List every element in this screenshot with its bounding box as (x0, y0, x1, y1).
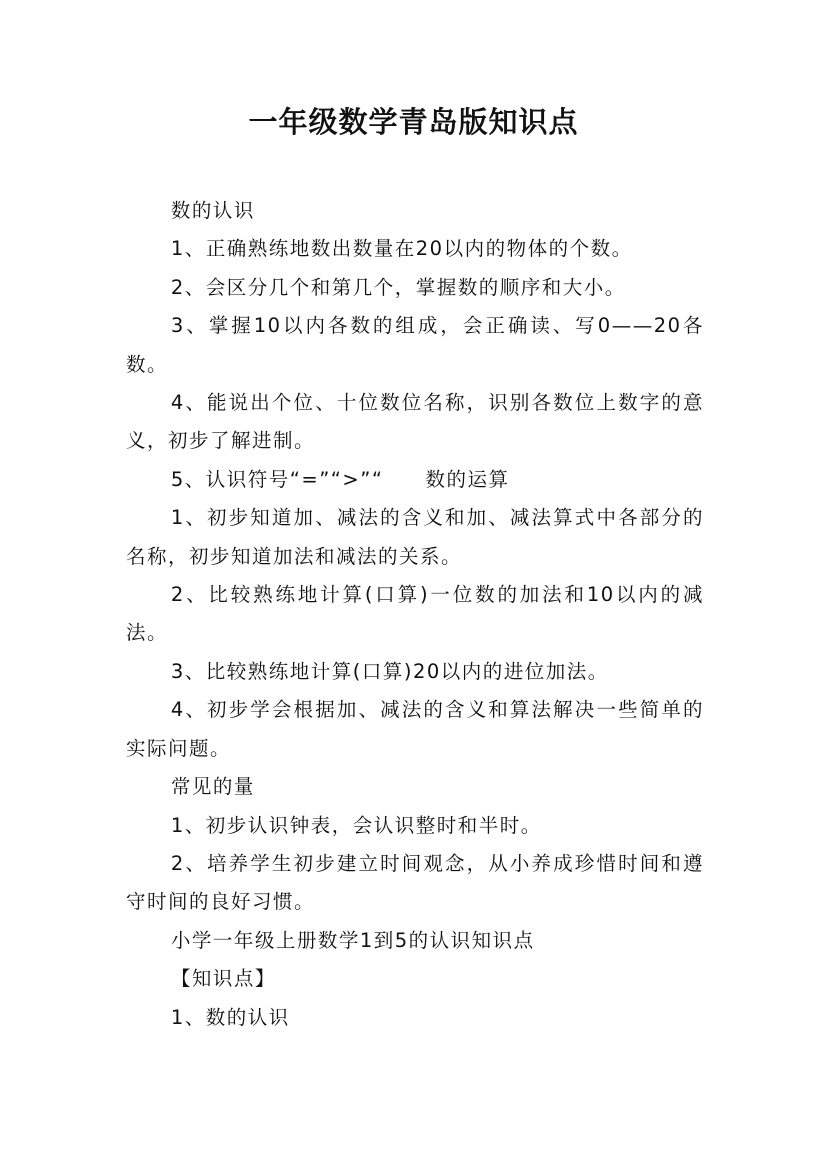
paragraph: 4、初步学会根据加、减法的含义和算法解决一些简单的实际问题。 (126, 698, 704, 760)
heading-grade-one-topic: 小学一年级上册数学1到5的认识知识点 (170, 928, 535, 952)
paragraph: 1、初步认识钟表，会认识整时和半时。 (170, 813, 542, 837)
paragraph: 1、初步知道加、减法的含义和加、减法算式中各部分的名称，初步知道加法和减法的关系。 (126, 506, 704, 568)
paragraph: 2、培养学生初步建立时间观念，从小养成珍惜时间和遵守时间的良好习惯。 (126, 851, 704, 914)
heading-common-quantities: 常见的量 (170, 775, 255, 799)
paragraph: 2、会区分几个和第几个，掌握数的顺序和大小。 (170, 275, 626, 299)
paragraph: 1、数的认识 (170, 1005, 290, 1029)
paragraph: 2、比较熟练地计算(口算)一位数的加法和10以内的减法。 (126, 583, 704, 645)
paragraph: 1、正确熟练地数出数量在20以内的物体的个数。 (170, 237, 633, 261)
document-body (126, 192, 704, 1037)
document-title: 一年级数学青岛版知识点 (248, 105, 579, 139)
heading-number-recognition: 数的认识 (170, 199, 255, 222)
paragraph: 3、比较熟练地计算(口算)20以内的进位加法。 (170, 659, 609, 683)
paragraph: 5、认识符号“=”“>”“ 数的运算 (170, 467, 510, 491)
paragraph: 4、能说出个位、十位数位名称，识别各数位上数字的意义，初步了解进制。 (126, 391, 704, 453)
heading-knowledge-points: 【知识点】 (170, 967, 276, 991)
paragraph: 3、掌握10以内各数的组成，会正确读、写0——20各数。 (126, 314, 704, 376)
